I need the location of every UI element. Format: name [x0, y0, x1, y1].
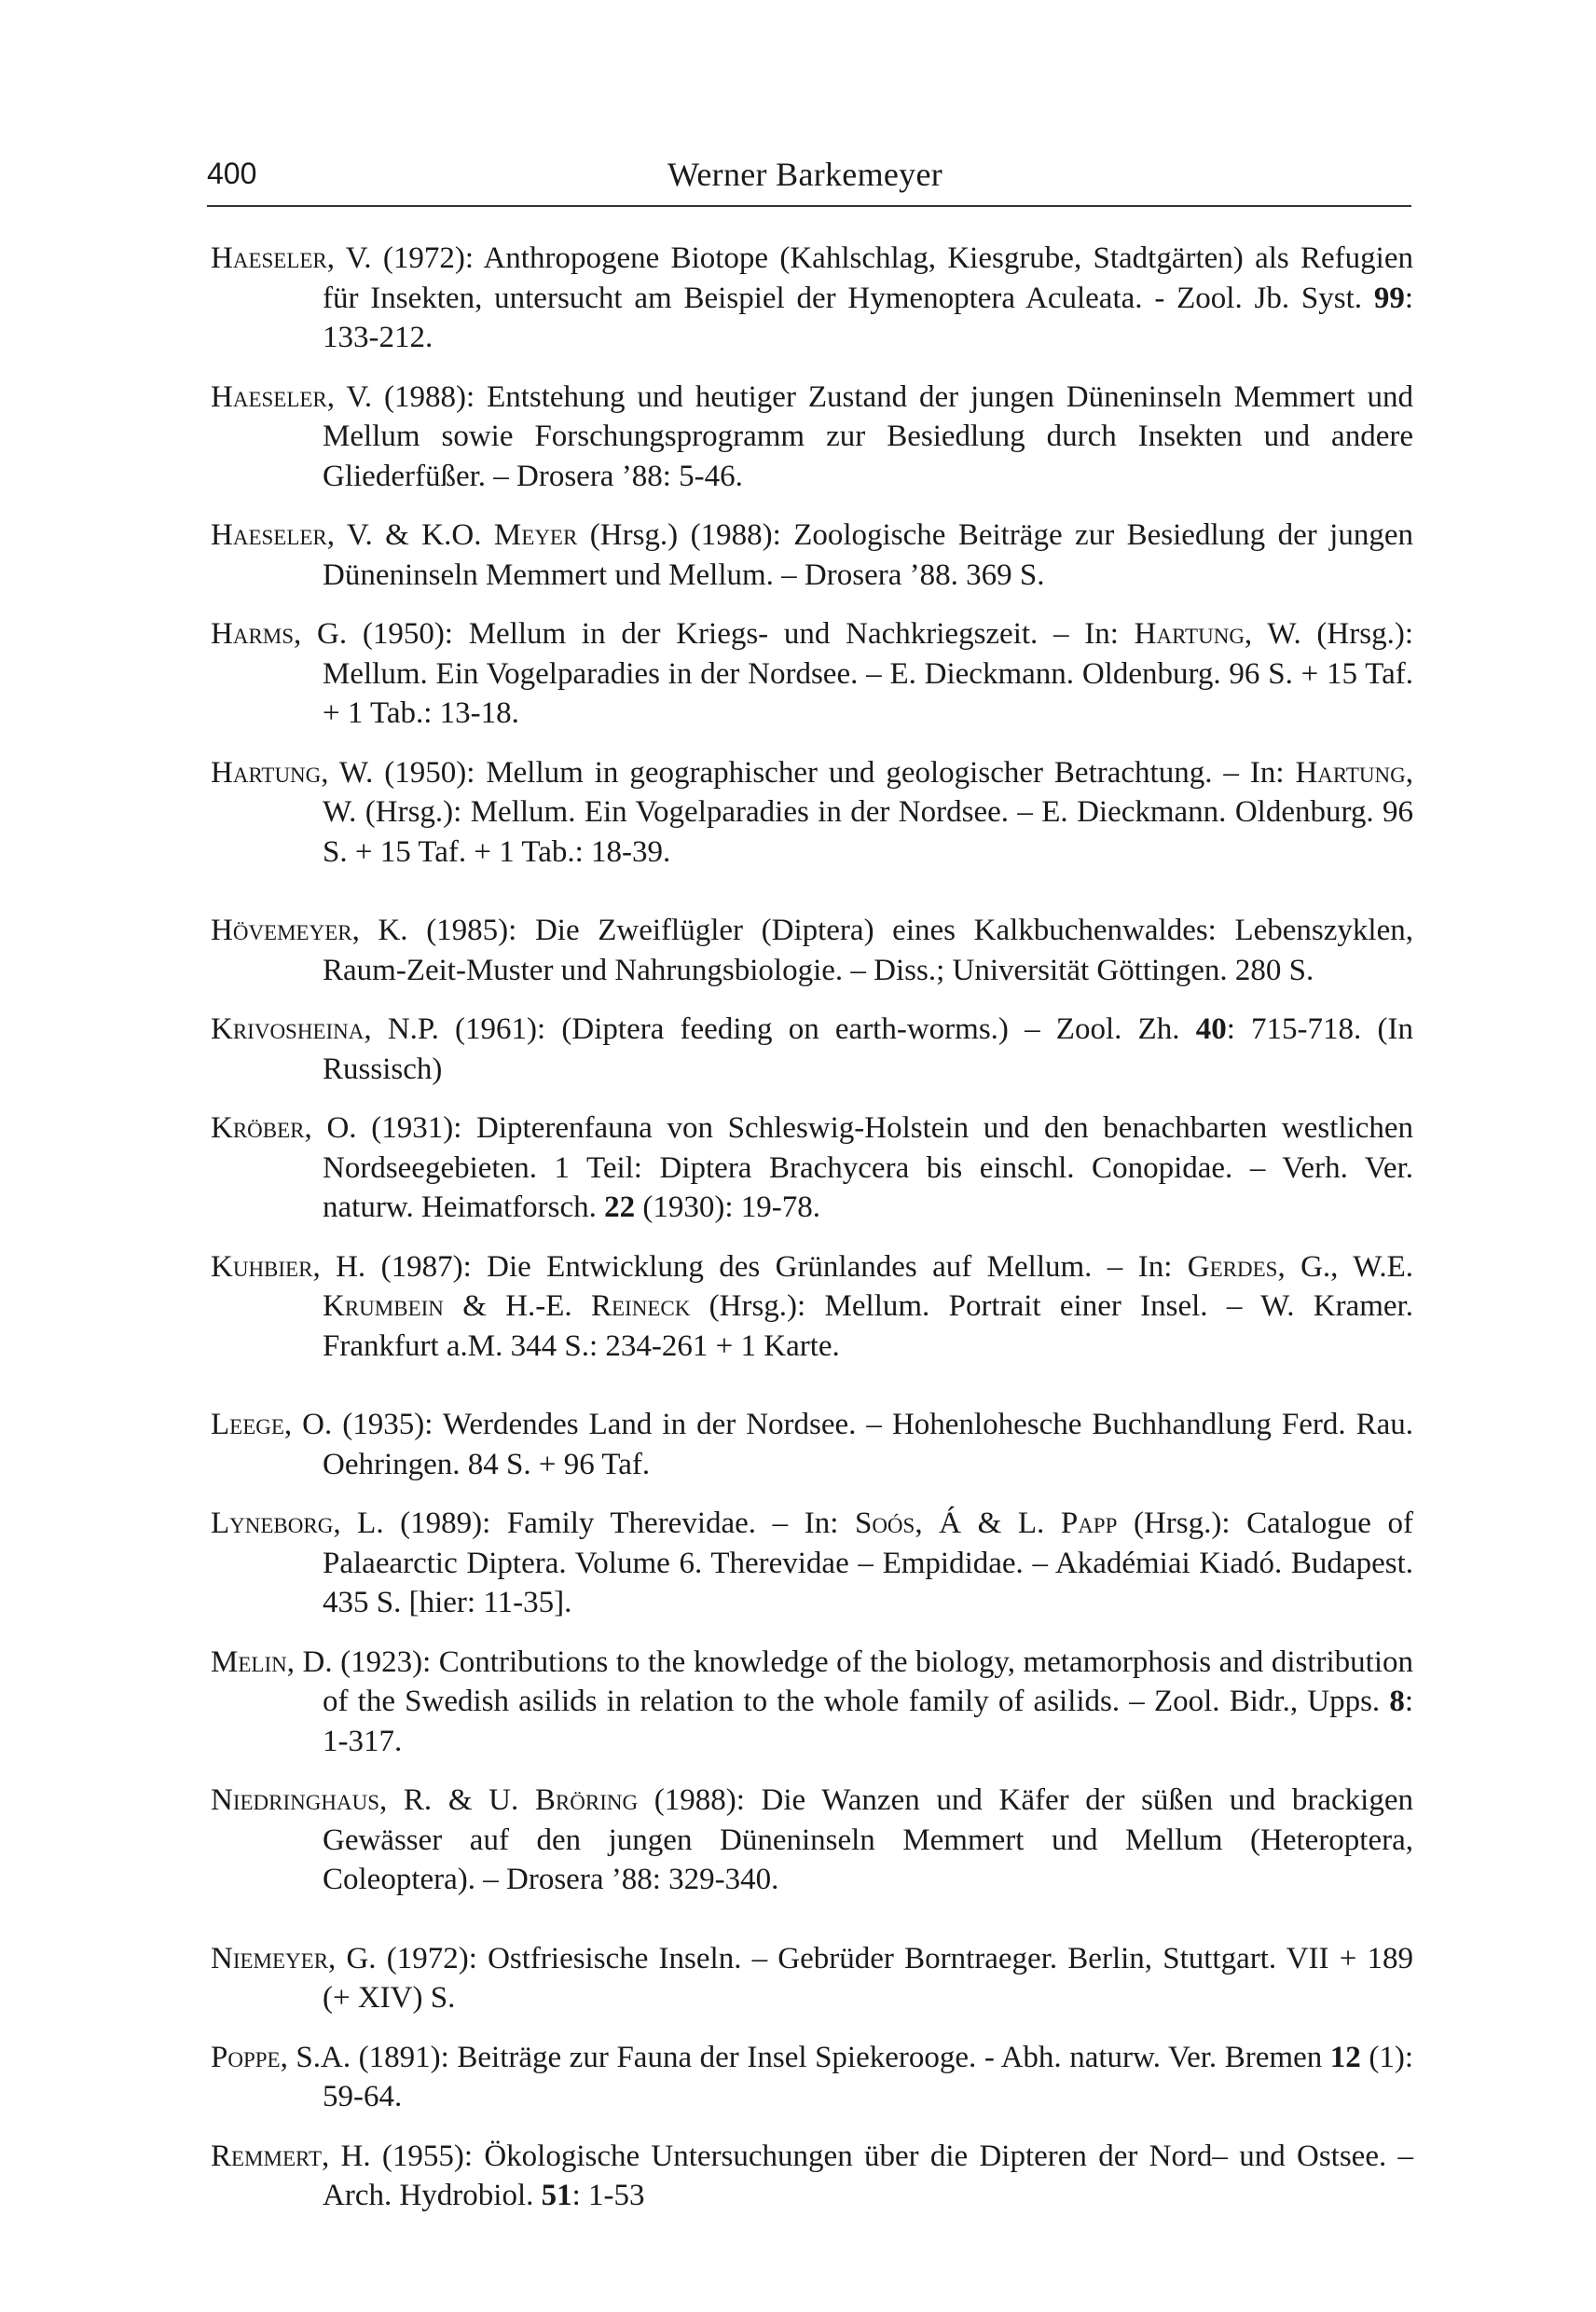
reference-text: (1989): Family Therevidae. – In: — [383, 1507, 855, 1540]
reference-text: (Hrsg.): Catalogue of Palaearctic Diptera. Volume 6. Therevidae – Empididae. – Akadémiai Kiadó. Budapest. 435 S. [hier: 11-35]. — [323, 1507, 1413, 1619]
reference-author: Niemeyer, G. — [211, 1941, 377, 1975]
reference-author: Remmert, H. — [211, 2139, 371, 2173]
reference-text: (Hrsg.): Mellum. Ein Vogelparadies in der Nordsee. – E. Dieckmann. Oldenburg. 96 S. + 15 Taf. + 1 Tab.: 13-18. — [323, 617, 1413, 730]
reference-coauthor: Papp — [1060, 1507, 1118, 1540]
reference-author: Kröber, O. — [211, 1111, 357, 1145]
reference-entry — [211, 516, 1413, 595]
header-rule — [207, 205, 1411, 207]
reference-text: & H.-E. — [443, 1289, 591, 1323]
reference-author: Hövemeyer, K. — [211, 914, 408, 947]
reference-text: (1950): Mellum in der Kriegs- und Nachkriegszeit. – In: — [347, 617, 1135, 651]
running-head: Werner Barkemeyer — [667, 156, 943, 193]
reference-entry — [211, 378, 1413, 497]
reference-volume: 40 — [1195, 1012, 1227, 1046]
reference-text: (1891): Beiträge zur Fauna der Insel Spiekerooge. - Abh. naturw. Ver. Bremen — [351, 2040, 1330, 2074]
reference-text: (1987): Die Entwicklung des Grünlandes auf Mellum. – In: — [365, 1249, 1188, 1284]
reference-text: (Hrsg.): Mellum. Portrait einer Insel. – W. Kramer. Frankfurt a.M. 344 S.: 234-261 + 1 Karte. — [323, 1289, 1413, 1363]
reference-author: Leege, O. — [211, 1408, 333, 1441]
reference-coauthor: Hartung, W. — [1134, 617, 1301, 651]
reference-text: & U. — [432, 1783, 535, 1817]
reference-volume: 12 — [1329, 2040, 1361, 2074]
reference-list — [211, 239, 1413, 2236]
reference-text: (Hrsg.): Mellum. Ein Vogelparadies in der Nordsee. – E. Dieckmann. Oldenburg. 96 S. + 15 Taf. + 1 Tab.: 18-39. — [323, 795, 1413, 869]
reference-text: (1931): Dipterenfauna von Schleswig-Holstein und den benachbarten westlichen Nordseegebieten. 1 Teil: Diptera Brachycera bis einschl. Conopidae. – Verh. Ver. naturw. Heimatforsch. — [323, 1111, 1413, 1224]
reference-entry — [211, 614, 1413, 734]
reference-entry — [211, 1405, 1413, 1484]
reference-coauthor: Gerdes, G., W.E. Krumbein — [323, 1249, 1414, 1323]
reference-author: Niedringhaus, R. — [211, 1783, 433, 1817]
reference-text: (Hrsg.) (1988): Zoologische Beiträge zur Besiedlung der jungen Düneninseln Memmert und Mellum. – Drosera ’88. 369 S. — [323, 518, 1413, 592]
reference-entry — [211, 1108, 1413, 1228]
reference-volume: 99 — [1373, 281, 1405, 315]
reference-author: Melin, D. — [211, 1645, 333, 1679]
reference-author: Haeseler, V. — [211, 379, 373, 414]
reference-author: Lyneborg, L. — [211, 1507, 384, 1540]
reference-text: & K.O. — [372, 518, 494, 552]
reference-author: Kuhbier, H. — [211, 1249, 366, 1284]
reference-text: : 715-718. (In Russisch) — [323, 1012, 1413, 1086]
reference-volume: 51 — [541, 2179, 572, 2212]
reference-text: (1988): Entstehung und heutiger Zustand der jungen Düneninseln Memmert und Mellum sowie Forschungsprogramm zur Besiedlung durch Insekten und andere Gliederfüßer. – Drosera ’88: 5-46. — [323, 379, 1413, 493]
reference-entry — [211, 911, 1413, 990]
reference-entry — [211, 1504, 1413, 1623]
reference-text: (1985): Die Zweiflügler (Diptera) eines Kalkbuchenwaldes: Lebenszyklen, Raum-Zeit-Muster und Nahrungsbiologie. – Diss.; Universität Göttingen. 280 S. — [323, 914, 1413, 987]
reference-text: : 1-317. — [323, 1685, 1413, 1758]
reference-text: (1923): Contributions to the knowledge of the biology, metamorphosis and distribution of the Swedish asilids in relation to the whole family of asilids. – Zool. Bidr., Upps. — [323, 1645, 1414, 1718]
reference-entry — [211, 1781, 1413, 1900]
reference-coauthor: Meyer — [493, 518, 578, 552]
reference-coauthor: Soós — [854, 1507, 915, 1540]
reference-text: (1988): Die Wanzen und Käfer der süßen und brackigen Gewässer auf den jungen Düneninseln Memmert und Mellum (Heteroptera, Coleoptera). – Drosera ’88: 329-340. — [323, 1783, 1413, 1896]
reference-author: Harms, G. — [211, 617, 348, 651]
reference-text: : 133-212. — [323, 281, 1413, 354]
reference-text: : 1-53 — [571, 2179, 645, 2212]
reference-entry — [211, 1247, 1413, 1367]
reference-text: (1972): Ostfriesische Inseln. – Gebrüder Borntraeger. Berlin, Stuttgart. VII + 189 (+ XIV) S. — [323, 1941, 1414, 2015]
reference-text: (1955): Ökologische Untersuchungen über die Dipteren der Nord– und Ostsee. – Arch. Hydrobiol. — [323, 2139, 1413, 2212]
reference-author: Hartung, W. — [211, 755, 374, 790]
reference-coauthor: Reineck — [591, 1289, 691, 1323]
reference-text: (1930): 19-78. — [635, 1190, 820, 1224]
page-number: 400 — [207, 157, 257, 190]
reference-entry — [211, 239, 1413, 358]
reference-entry — [211, 2038, 1413, 2117]
reference-coauthor: Hartung, W. — [323, 755, 1413, 829]
reference-volume: 22 — [604, 1190, 636, 1224]
reference-coauthor: Bröring — [534, 1783, 639, 1817]
reference-author: Poppe, S.A. — [211, 2040, 351, 2074]
reference-text: , Á & L. — [915, 1507, 1061, 1540]
reference-text: (1): 59-64. — [323, 2040, 1413, 2113]
reference-author: Krivosheina, N.P. — [211, 1012, 439, 1046]
reference-entry — [211, 1939, 1413, 2018]
reference-author: Haeseler, V. — [211, 518, 373, 552]
reference-text: (1950): Mellum in geographischer und geologischer Betrachtung. – In: — [373, 755, 1296, 790]
reference-entry — [211, 1643, 1413, 1762]
reference-text: (1961): (Diptera feeding on earth-worms.) – Zool. Zh. — [438, 1012, 1196, 1046]
reference-text: (1935): Werdendes Land in der Nordsee. – Hohenlohesche Buchhandlung Ferd. Rau. Oehringen. 84 S. + 96 Taf. — [323, 1408, 1414, 1481]
reference-author: Haeseler, V. — [211, 241, 372, 275]
reference-volume: 8 — [1389, 1685, 1405, 1718]
reference-entry — [211, 753, 1413, 873]
reference-text: (1972): Anthropogene Biotope (Kahlschlag, Kiesgrube, Stadtgärten) als Refugien für Insekten, untersucht am Beispiel der Hymenoptera Aculeata. - Zool. Jb. Syst. — [323, 241, 1413, 315]
reference-entry — [211, 1010, 1413, 1089]
reference-entry — [211, 2137, 1413, 2216]
